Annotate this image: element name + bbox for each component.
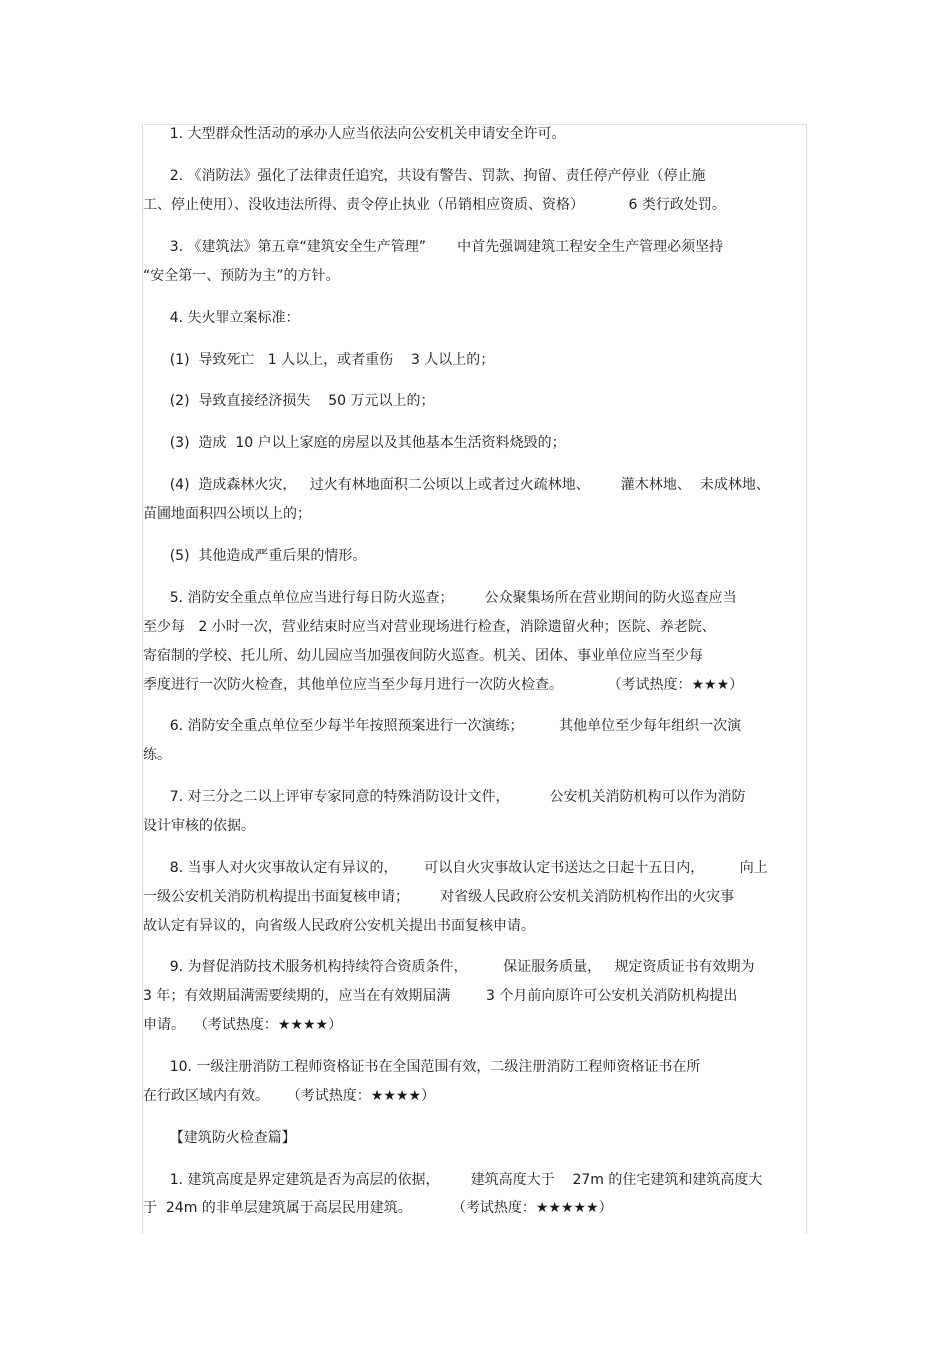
text-line: 4. 失火罪立案标准： <box>143 310 300 326</box>
text-line: 故认定有异议的，向省级人民政府公安机关提出书面复核申请。 <box>143 918 535 934</box>
text-line: 申请。 （考试热度：★★★★） <box>143 1017 343 1033</box>
text-line: 于 24m 的非单层建筑属于高层民用建筑。 （考试热度：★★★★★） <box>143 1200 613 1216</box>
text-line: 2. 《消防法》强化了法律责任追究，共设有警告、罚款、拘留、责任停产停业（停止施 <box>143 168 706 184</box>
text-line: (1) 导致死亡 1 人以上，或者重伤 3 人以上的； <box>143 352 495 368</box>
text-line: 工、停止使用）、没收违法所得、责令停止执业（吊销相应资质、资格） 6 类行政处罚。 <box>143 197 726 213</box>
text-line: 7. 对三分之二以上评审专家同意的特殊消防设计文件， 公安机关消防机构可以作为消防 <box>143 789 746 805</box>
text-line: 练。 <box>143 747 171 763</box>
text-line: 9. 为督促消防技术服务机构持续符合资质条件， 保证服务质量， 规定资质证书有效期为 <box>143 959 755 975</box>
text-line: “安全第一、预防为主”的方针。 <box>143 268 340 284</box>
text-line: (3) 造成 10 户以上家庭的房屋以及其他基本生活资料烧毁的； <box>143 435 566 451</box>
text-line: 1. 大型群众性活动的承办人应当依法向公安机关申请安全许可。 <box>143 126 566 142</box>
text-line: 5. 消防安全重点单位应当进行每日防火巡查； 公众聚集场所在营业期间的防火巡查应当 <box>143 590 737 606</box>
text-line: (4) 造成森林火灾， 过火有林地面积二公顷以上或者过火疏林地、 灌木林地、 未成林地、 <box>143 477 770 493</box>
text-line: 至少每 2 小时一次，营业结束时应当对营业现场进行检查，消除遗留火种；医院、养老院、 <box>143 619 716 635</box>
text-line: (5) 其他造成严重后果的情形。 <box>143 548 367 564</box>
text-line: (2) 导致直接经济损失 50 万元以上的； <box>143 393 435 409</box>
text-line: 设计审核的依据。 <box>143 818 255 834</box>
text-line: 3 年；有效期届满需要续期的，应当在有效期届满 3 个月前向原许可公安机关消防机构提出 <box>143 988 738 1004</box>
text-line: 一级公安机关消防机构提出书面复核申请； 对省级人民政府公安机关消防机构作出的火灾事 <box>143 889 735 905</box>
text-line: 10. 一级注册消防工程师资格证书在全国范围有效，二级注册消防工程师资格证书在所 <box>143 1059 701 1075</box>
text-line: 寄宿制的学校、托儿所、幼儿园应当加强夜间防火巡查。机关、团体、事业单位应当至少每 <box>143 648 703 664</box>
text-line: 6. 消防安全重点单位至少每半年按照预案进行一次演练； 其他单位至少每年组织一次演 <box>143 718 742 734</box>
text-line: 8. 当事人对火灾事故认定有异议的， 可以自火灾事故认定书送达之日起十五日内， 向上 <box>143 860 768 876</box>
text-line: 季度进行一次防火检查，其他单位应当至少每月进行一次防火检查。 （考试热度：★★★） <box>143 677 744 693</box>
text-line: 3. 《建筑法》第五章“建筑安全生产管理” 中首先强调建筑工程安全生产管理必须坚持 <box>143 239 724 255</box>
text-line: 1. 建筑高度是界定建筑是否为高层的依据， 建筑高度大于 27m 的住宅建筑和建筑高度大 <box>143 1172 763 1188</box>
section-heading: 【建筑防火检查篇】 <box>143 1130 296 1146</box>
text-line: 在行政区域内有效。 （考试热度：★★★★） <box>143 1088 436 1104</box>
text-line: 苗圃地面积四公顷以上的； <box>143 506 311 522</box>
